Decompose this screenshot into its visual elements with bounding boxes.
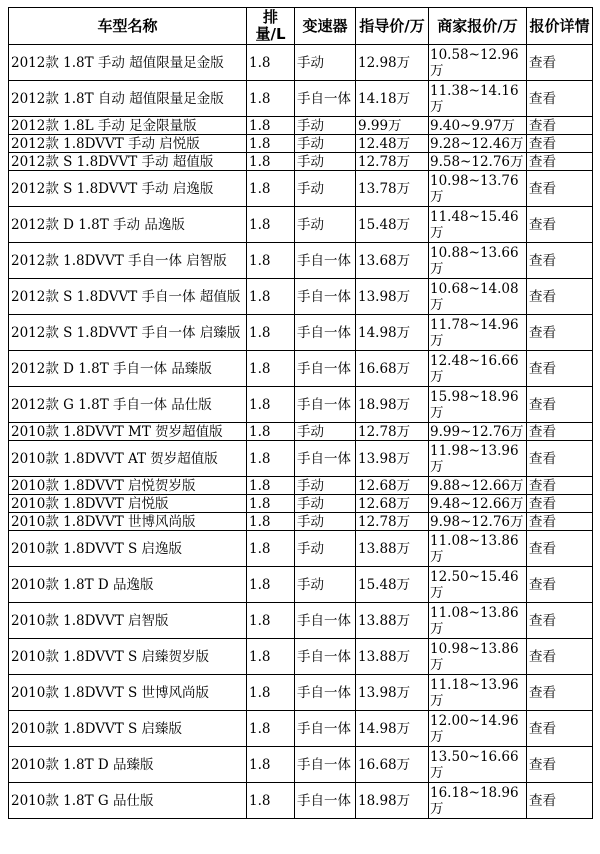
transmission-cell: 手动 — [295, 531, 356, 567]
view-detail-link[interactable]: 查看 — [527, 603, 593, 639]
table-row — [9, 81, 593, 117]
model-name-cell: 2012款 S 1.8DVVT 手动 超值版 — [9, 153, 247, 171]
view-detail-link[interactable]: 查看 — [527, 135, 593, 153]
table-row — [9, 207, 593, 243]
dealer-price-cell: 10.58~12.96万 — [429, 45, 527, 81]
model-name-cell: 2010款 1.8DVVT 世博风尚版 — [9, 513, 247, 531]
guide-price-cell: 12.78万 — [356, 153, 429, 171]
model-name-cell: 2010款 1.8DVVT S 启臻贺岁版 — [9, 639, 247, 675]
table-row — [9, 315, 593, 351]
guide-price-cell: 16.68万 — [356, 747, 429, 783]
view-detail-link[interactable]: 查看 — [527, 153, 593, 171]
table-row — [9, 495, 593, 513]
table-row — [9, 603, 593, 639]
displacement-cell: 1.8 — [247, 603, 295, 639]
displacement-cell: 1.8 — [247, 675, 295, 711]
model-name-cell: 2012款 1.8DVVT 手自一体 启智版 — [9, 243, 247, 279]
view-detail-link[interactable]: 查看 — [527, 783, 593, 819]
view-detail-link[interactable]: 查看 — [527, 207, 593, 243]
model-name-cell: 2012款 S 1.8DVVT 手动 启逸版 — [9, 171, 247, 207]
model-name-cell: 2012款 1.8DVVT 手动 启悦版 — [9, 135, 247, 153]
model-name-cell: 2010款 1.8DVVT 启悦贺岁版 — [9, 477, 247, 495]
transmission-cell: 手动 — [295, 45, 356, 81]
view-detail-link[interactable]: 查看 — [527, 747, 593, 783]
guide-price-cell: 13.98万 — [356, 279, 429, 315]
displacement-cell: 1.8 — [247, 45, 295, 81]
displacement-cell: 1.8 — [247, 423, 295, 441]
model-name-cell: 2010款 1.8DVVT AT 贺岁超值版 — [9, 441, 247, 477]
displacement-cell: 1.8 — [247, 711, 295, 747]
model-name-cell: 2012款 1.8T 手动 超值限量足金版 — [9, 45, 247, 81]
header-dealer-price: 商家报价/万 — [429, 8, 527, 45]
view-detail-link[interactable]: 查看 — [527, 45, 593, 81]
view-detail-link[interactable]: 查看 — [527, 171, 593, 207]
table-row — [9, 477, 593, 495]
model-name-cell: 2012款 S 1.8DVVT 手自一体 超值版 — [9, 279, 247, 315]
table-row — [9, 243, 593, 279]
table-row — [9, 639, 593, 675]
guide-price-cell: 15.48万 — [356, 567, 429, 603]
transmission-cell: 手动 — [295, 171, 356, 207]
view-detail-link[interactable]: 查看 — [527, 531, 593, 567]
table-row — [9, 117, 593, 135]
dealer-price-cell: 10.68~14.08万 — [429, 279, 527, 315]
table-row — [9, 711, 593, 747]
guide-price-cell: 13.68万 — [356, 243, 429, 279]
guide-price-cell: 12.48万 — [356, 135, 429, 153]
dealer-price-cell: 9.48~12.66万 — [429, 495, 527, 513]
displacement-cell: 1.8 — [247, 171, 295, 207]
view-detail-link[interactable]: 查看 — [527, 351, 593, 387]
dealer-price-cell: 11.38~14.16万 — [429, 81, 527, 117]
view-detail-link[interactable]: 查看 — [527, 81, 593, 117]
table-row — [9, 567, 593, 603]
dealer-price-cell: 11.48~15.46万 — [429, 207, 527, 243]
transmission-cell: 手动 — [295, 477, 356, 495]
view-detail-link[interactable]: 查看 — [527, 423, 593, 441]
dealer-price-cell: 11.18~13.96万 — [429, 675, 527, 711]
view-detail-link[interactable]: 查看 — [527, 387, 593, 423]
view-detail-link[interactable]: 查看 — [527, 567, 593, 603]
header-displacement: 排量/L — [247, 8, 295, 45]
model-name-cell: 2012款 1.8T 自动 超值限量足金版 — [9, 81, 247, 117]
view-detail-link[interactable]: 查看 — [527, 279, 593, 315]
table-row — [9, 135, 593, 153]
view-detail-link[interactable]: 查看 — [527, 639, 593, 675]
transmission-cell: 手动 — [295, 495, 356, 513]
guide-price-cell: 12.78万 — [356, 423, 429, 441]
dealer-price-cell: 11.78~14.96万 — [429, 315, 527, 351]
dealer-price-cell: 11.08~13.86万 — [429, 531, 527, 567]
model-name-cell: 2010款 1.8DVVT S 世博风尚版 — [9, 675, 247, 711]
dealer-price-cell: 10.98~13.76万 — [429, 171, 527, 207]
view-detail-link[interactable]: 查看 — [527, 477, 593, 495]
displacement-cell: 1.8 — [247, 387, 295, 423]
dealer-price-cell: 16.18~18.96万 — [429, 783, 527, 819]
transmission-cell: 手自一体 — [295, 783, 356, 819]
view-detail-link[interactable]: 查看 — [527, 243, 593, 279]
guide-price-cell: 9.99万 — [356, 117, 429, 135]
table-body — [9, 45, 593, 819]
table-row — [9, 441, 593, 477]
view-detail-link[interactable]: 查看 — [527, 117, 593, 135]
guide-price-cell: 13.88万 — [356, 603, 429, 639]
car-price-table — [8, 7, 593, 819]
displacement-cell: 1.8 — [247, 243, 295, 279]
transmission-cell: 手动 — [295, 423, 356, 441]
dealer-price-cell: 12.48~16.66万 — [429, 351, 527, 387]
table-row — [9, 171, 593, 207]
displacement-cell: 1.8 — [247, 513, 295, 531]
dealer-price-cell: 12.00~14.96万 — [429, 711, 527, 747]
guide-price-cell: 14.18万 — [356, 81, 429, 117]
displacement-cell: 1.8 — [247, 153, 295, 171]
header-price-detail: 报价详情 — [527, 8, 593, 45]
guide-price-cell: 13.98万 — [356, 441, 429, 477]
guide-price-cell: 18.98万 — [356, 387, 429, 423]
model-name-cell: 2012款 1.8L 手动 足金限量版 — [9, 117, 247, 135]
guide-price-cell: 13.78万 — [356, 171, 429, 207]
dealer-price-cell: 9.98~12.76万 — [429, 513, 527, 531]
model-name-cell: 2010款 1.8DVVT S 启臻版 — [9, 711, 247, 747]
model-name-cell: 2012款 G 1.8T 手自一体 品仕版 — [9, 387, 247, 423]
model-name-cell: 2010款 1.8DVVT 启悦版 — [9, 495, 247, 513]
dealer-price-cell: 9.88~12.66万 — [429, 477, 527, 495]
transmission-cell: 手自一体 — [295, 639, 356, 675]
dealer-price-cell: 15.98~18.96万 — [429, 387, 527, 423]
dealer-price-cell: 13.50~16.66万 — [429, 747, 527, 783]
table-row — [9, 351, 593, 387]
transmission-cell: 手自一体 — [295, 441, 356, 477]
displacement-cell: 1.8 — [247, 783, 295, 819]
transmission-cell: 手动 — [295, 135, 356, 153]
transmission-cell: 手动 — [295, 513, 356, 531]
transmission-cell: 手自一体 — [295, 711, 356, 747]
transmission-cell: 手自一体 — [295, 351, 356, 387]
displacement-cell: 1.8 — [247, 81, 295, 117]
displacement-cell: 1.8 — [247, 279, 295, 315]
transmission-cell: 手自一体 — [295, 81, 356, 117]
guide-price-cell: 12.98万 — [356, 45, 429, 81]
dealer-price-cell: 10.88~13.66万 — [429, 243, 527, 279]
transmission-cell: 手动 — [295, 207, 356, 243]
table-row — [9, 675, 593, 711]
dealer-price-cell: 11.08~13.86万 — [429, 603, 527, 639]
transmission-cell: 手自一体 — [295, 387, 356, 423]
displacement-cell: 1.8 — [247, 207, 295, 243]
dealer-price-cell: 9.58~12.76万 — [429, 153, 527, 171]
header-transmission: 变速器 — [295, 8, 356, 45]
table-row — [9, 387, 593, 423]
dealer-price-cell: 9.40~9.97万 — [429, 117, 527, 135]
view-detail-link[interactable]: 查看 — [527, 513, 593, 531]
guide-price-cell: 13.88万 — [356, 531, 429, 567]
header-guide-price: 指导价/万 — [356, 8, 429, 45]
table-row — [9, 423, 593, 441]
guide-price-cell: 12.78万 — [356, 513, 429, 531]
guide-price-cell: 16.68万 — [356, 351, 429, 387]
guide-price-cell: 14.98万 — [356, 315, 429, 351]
header-model-name: 车型名称 — [9, 8, 247, 45]
guide-price-cell: 13.98万 — [356, 675, 429, 711]
transmission-cell: 手动 — [295, 117, 356, 135]
displacement-cell: 1.8 — [247, 495, 295, 513]
displacement-cell: 1.8 — [247, 351, 295, 387]
table-row — [9, 279, 593, 315]
table-row — [9, 747, 593, 783]
model-name-cell: 2012款 S 1.8DVVT 手自一体 启臻版 — [9, 315, 247, 351]
guide-price-cell: 18.98万 — [356, 783, 429, 819]
transmission-cell: 手自一体 — [295, 675, 356, 711]
table-row — [9, 45, 593, 81]
model-name-cell: 2010款 1.8T D 品逸版 — [9, 567, 247, 603]
view-detail-link[interactable]: 查看 — [527, 441, 593, 477]
displacement-cell: 1.8 — [247, 531, 295, 567]
model-name-cell: 2010款 1.8DVVT S 启逸版 — [9, 531, 247, 567]
model-name-cell: 2010款 1.8T D 品臻版 — [9, 747, 247, 783]
displacement-cell: 1.8 — [247, 567, 295, 603]
displacement-cell: 1.8 — [247, 135, 295, 153]
view-detail-link[interactable]: 查看 — [527, 711, 593, 747]
table-row — [9, 531, 593, 567]
guide-price-cell: 15.48万 — [356, 207, 429, 243]
transmission-cell: 手自一体 — [295, 243, 356, 279]
displacement-cell: 1.8 — [247, 639, 295, 675]
transmission-cell: 手自一体 — [295, 279, 356, 315]
transmission-cell: 手动 — [295, 567, 356, 603]
model-name-cell: 2010款 1.8DVVT MT 贺岁超值版 — [9, 423, 247, 441]
displacement-cell: 1.8 — [247, 477, 295, 495]
transmission-cell: 手自一体 — [295, 603, 356, 639]
model-name-cell: 2010款 1.8DVVT 启智版 — [9, 603, 247, 639]
table-header-row — [9, 8, 593, 45]
displacement-cell: 1.8 — [247, 117, 295, 135]
transmission-cell: 手自一体 — [295, 315, 356, 351]
model-name-cell: 2012款 D 1.8T 手动 品逸版 — [9, 207, 247, 243]
table-row — [9, 783, 593, 819]
table-row — [9, 513, 593, 531]
displacement-cell: 1.8 — [247, 441, 295, 477]
model-name-cell: 2012款 D 1.8T 手自一体 品臻版 — [9, 351, 247, 387]
table-row — [9, 153, 593, 171]
guide-price-cell: 12.68万 — [356, 477, 429, 495]
displacement-cell: 1.8 — [247, 747, 295, 783]
guide-price-cell: 13.88万 — [356, 639, 429, 675]
dealer-price-cell: 12.50~15.46万 — [429, 567, 527, 603]
displacement-cell: 1.8 — [247, 315, 295, 351]
view-detail-link[interactable]: 查看 — [527, 675, 593, 711]
model-name-cell: 2010款 1.8T G 品仕版 — [9, 783, 247, 819]
view-detail-link[interactable]: 查看 — [527, 315, 593, 351]
transmission-cell: 手动 — [295, 153, 356, 171]
guide-price-cell: 14.98万 — [356, 711, 429, 747]
dealer-price-cell: 9.28~12.46万 — [429, 135, 527, 153]
dealer-price-cell: 11.98~13.96万 — [429, 441, 527, 477]
dealer-price-cell: 9.99~12.76万 — [429, 423, 527, 441]
dealer-price-cell: 10.98~13.86万 — [429, 639, 527, 675]
view-detail-link[interactable]: 查看 — [527, 495, 593, 513]
guide-price-cell: 12.68万 — [356, 495, 429, 513]
transmission-cell: 手自一体 — [295, 747, 356, 783]
